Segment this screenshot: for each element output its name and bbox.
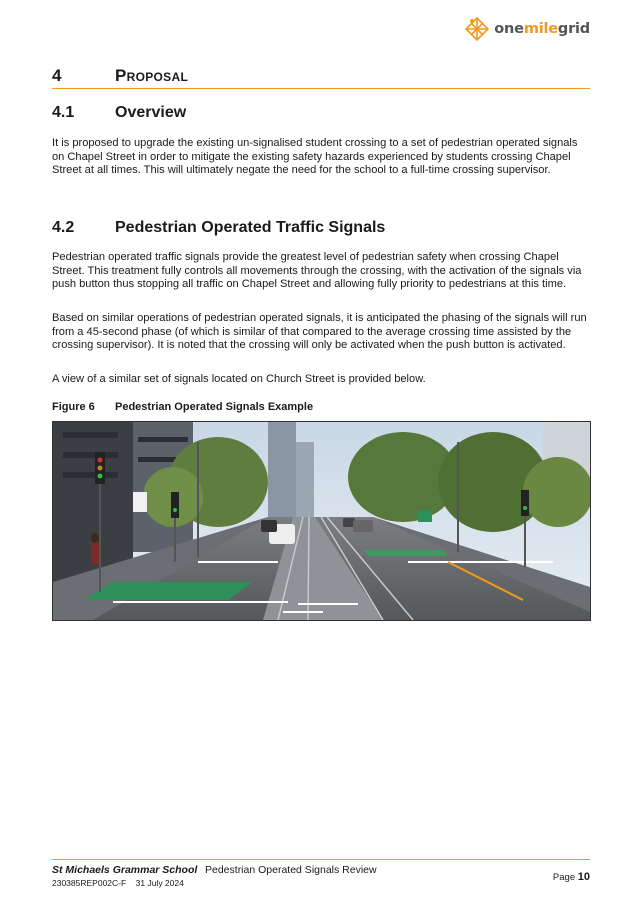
footer-doc-title: Pedestrian Operated Signals Review [205, 864, 377, 876]
grid-logo-icon [464, 16, 490, 42]
signals-paragraph-2: Based on similar operations of pedestrian operated signals, it is anticipated the phasing of the signals will run from a 45-second phase (of which is similar of that compared to the average crossing time assisted by the crossing supervisor). It is noted that the crossing will only be activated when the push button is activated. [52, 312, 587, 352]
page-footer [52, 859, 590, 888]
signals-paragraph-3: A view of a similar set of signals located on Church Street is provided below. [52, 373, 426, 385]
company-logo [464, 16, 590, 42]
logo-text: onemilegrid [494, 21, 590, 37]
street-photo [52, 421, 591, 621]
section-number: 4 [52, 66, 62, 85]
signals-paragraph-1: Pedestrian operated traffic signals provide the greatest level of pedestrian safety when crossing Chapel Street. This treatment fully controls all movements through the crossing, with the activation of the signals via push button thus stopping all traffic on Chapel Street and allowing fully priority to pedestrians at this time. [52, 251, 582, 291]
street-scene-illustration [53, 422, 590, 620]
section-title: Proposal [115, 66, 189, 85]
overview-paragraph: It is proposed to upgrade the existing un-signalised student crossing to a set of pedestrian operated signals on Chapel Street in order to mitigate the existing safety hazards experienced by students crossing Chapel Street at all times. This will ultimately negate the need for the school to a full-time crossing supervisor. [52, 137, 578, 177]
page-number: 10 [577, 871, 590, 883]
footer-reference: 230385REP002C-F 31 July 2024 [52, 878, 184, 888]
section-heading [52, 66, 590, 89]
subsection-heading-signals: 4.2 Pedestrian Operated Traffic Signals [52, 219, 386, 236]
footer-page: Page 10 [552, 871, 590, 883]
footer-school: St Michaels Grammar School [52, 864, 198, 876]
figure-caption: Figure 6 Pedestrian Operated Signals Example [52, 401, 314, 413]
subsection-heading-overview: 4.1 Overview [52, 104, 187, 121]
